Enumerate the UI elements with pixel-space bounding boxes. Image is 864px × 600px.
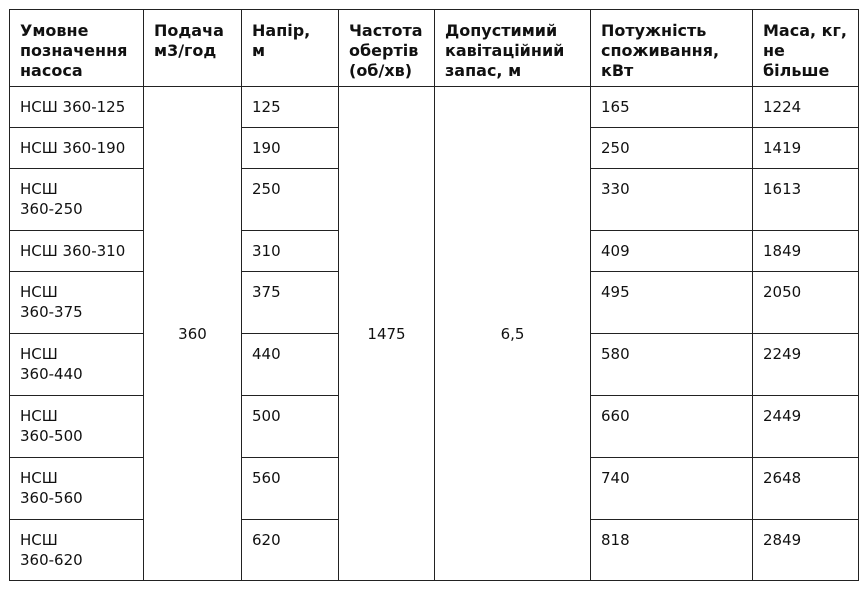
cell-head: 560 <box>242 458 339 520</box>
cell-npsh-merged: 6,5 <box>435 87 591 581</box>
cell-model: НСШ 360-440 <box>10 334 144 396</box>
cell-head: 500 <box>242 396 339 458</box>
cell-model: НСШ 360-500 <box>10 396 144 458</box>
cell-power: 818 <box>591 520 753 581</box>
cell-power: 250 <box>591 128 753 169</box>
pump-spec-table <box>9 9 859 581</box>
header-model: Умовне позначення насоса <box>10 10 144 87</box>
cell-model: НСШ 360-125 <box>10 87 144 128</box>
cell-head: 440 <box>242 334 339 396</box>
cell-model: НСШ 360-620 <box>10 520 144 581</box>
header-head: Напір, м <box>242 10 339 87</box>
cell-mass: 1419 <box>753 128 859 169</box>
cell-head: 250 <box>242 169 339 231</box>
cell-power: 409 <box>591 231 753 272</box>
cell-mass: 2249 <box>753 334 859 396</box>
cell-rpm-merged: 1475 <box>339 87 435 581</box>
cell-power: 330 <box>591 169 753 231</box>
header-power: Потужність споживання, кВт <box>591 10 753 87</box>
cell-model: НСШ 360-375 <box>10 272 144 334</box>
cell-head: 310 <box>242 231 339 272</box>
cell-model: НСШ 360-190 <box>10 128 144 169</box>
header-flow: Подача м3/год <box>144 10 242 87</box>
cell-power: 165 <box>591 87 753 128</box>
cell-model: НСШ 360-560 <box>10 458 144 520</box>
cell-flow-merged: 360 <box>144 87 242 581</box>
cell-power: 580 <box>591 334 753 396</box>
header-npsh: Допустимий кавітаційний запас, м <box>435 10 591 87</box>
cell-head: 190 <box>242 128 339 169</box>
cell-head: 125 <box>242 87 339 128</box>
cell-mass: 1613 <box>753 169 859 231</box>
cell-mass: 2050 <box>753 272 859 334</box>
cell-model: НСШ 360-250 <box>10 169 144 231</box>
cell-power: 740 <box>591 458 753 520</box>
table-row <box>10 87 859 128</box>
header-rpm: Частота обертів (об/хв) <box>339 10 435 87</box>
cell-mass: 2849 <box>753 520 859 581</box>
cell-head: 375 <box>242 272 339 334</box>
header-mass: Маса, кг, не більше <box>753 10 859 87</box>
cell-mass: 1849 <box>753 231 859 272</box>
cell-mass: 2648 <box>753 458 859 520</box>
cell-power: 660 <box>591 396 753 458</box>
cell-mass: 2449 <box>753 396 859 458</box>
cell-power: 495 <box>591 272 753 334</box>
cell-head: 620 <box>242 520 339 581</box>
header-row <box>10 10 859 87</box>
cell-mass: 1224 <box>753 87 859 128</box>
cell-model: НСШ 360-310 <box>10 231 144 272</box>
